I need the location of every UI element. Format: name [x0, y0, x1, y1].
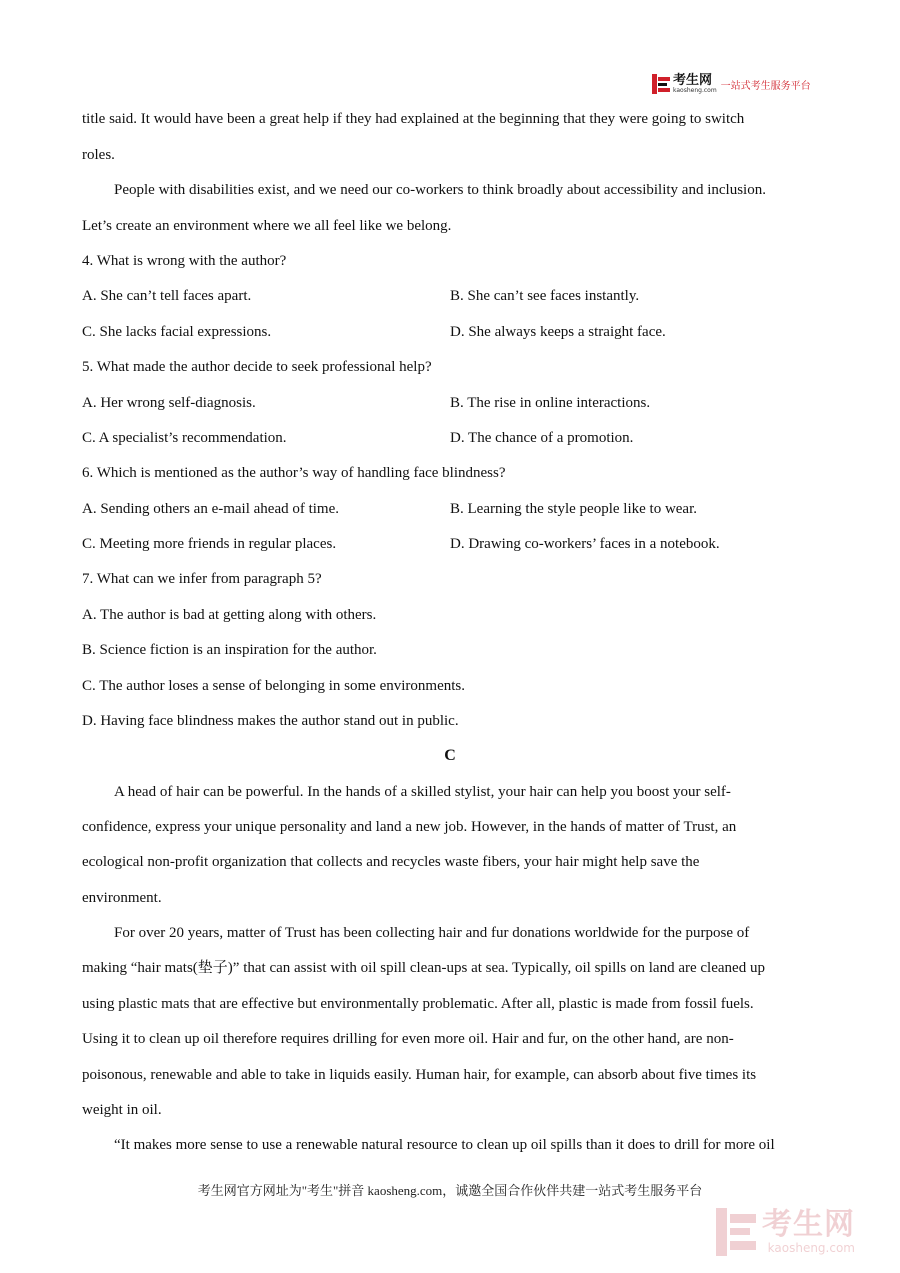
kaosheng-logo-icon [652, 74, 670, 94]
answer-option: A. She can’t tell faces apart. [82, 288, 252, 304]
answer-option: B. The rise in online interactions. [450, 395, 651, 411]
answer-option: C. Meeting more friends in regular places. [82, 536, 337, 552]
text-line: A head of hair can be powerful. In the hands of a skilled stylist, your hair can help you boost your self- [114, 784, 731, 800]
section-title: C [444, 747, 456, 764]
question-stem: 5. What made the author decide to seek professional help? [82, 359, 432, 375]
text-line: title said. It would have been a great help if they had explained at the beginning that they were going to switch [82, 111, 745, 127]
answer-option: D. She always keeps a straight face. [450, 324, 666, 340]
text-line: People with disabilities exist, and we need our co-workers to think broadly about accessibility and inclusion. [114, 182, 766, 198]
answer-option: B. Learning the style people like to wear. [450, 501, 698, 517]
watermark-logo-icon [716, 1208, 756, 1256]
text-line: roles. [82, 147, 115, 163]
answer-option: A. Sending others an e-mail ahead of time. [82, 501, 340, 517]
text-line: ecological non-profit organization that collects and recycles waste fibers, your hair might help save the [82, 854, 700, 870]
watermark-name: 考生网 [762, 1207, 855, 1242]
watermark [716, 1204, 886, 1260]
question-stem: 7. What can we infer from paragraph 5? [82, 571, 322, 587]
answer-option: D. Drawing co-workers’ faces in a notebook. [450, 536, 720, 552]
text-line: weight in oil. [82, 1102, 162, 1118]
answer-option: D. The chance of a promotion. [450, 430, 634, 446]
answer-option: D. Having face blindness makes the author stand out in public. [82, 713, 459, 729]
answer-option: C. The author loses a sense of belonging in some environments. [82, 678, 465, 694]
answer-option: A. Her wrong self-diagnosis. [82, 395, 256, 411]
text-line: confidence, express your unique personality and land a new job. However, in the hands of matter of Trust, an [82, 819, 737, 835]
logo-name: 考生网 [673, 73, 713, 88]
footer-text: 考生网官方网址为"考生"拼音 kaosheng.com，诚邀全国合作伙伴共建一站式考生服务平台 [197, 1183, 703, 1198]
logo-domain: kaosheng.com [673, 87, 717, 94]
text-line: environment. [82, 890, 162, 906]
question-stem: 4. What is wrong with the author? [82, 253, 287, 269]
answer-option: B. Science fiction is an inspiration for the author. [82, 642, 377, 658]
answer-option: A. The author is bad at getting along with others. [82, 607, 377, 623]
logo-slogan: 一站式考生服务平台 [720, 80, 811, 92]
text-line: “It makes more sense to use a renewable natural resource to clean up oil spills than it does to drill for more oil [114, 1137, 775, 1153]
text-line: For over 20 years, matter of Trust has been collecting hair and fur donations worldwide for the purpose of [114, 925, 750, 941]
answer-option: C. A specialist’s recommendation. [82, 430, 287, 446]
text-line: using plastic mats that are effective but environmentally problematic. After all, plastic is made from fossil fuels. [82, 996, 754, 1012]
question-stem: 6. Which is mentioned as the author’s way of handling face blindness? [82, 465, 506, 481]
watermark-domain: kaosheng.com [767, 1241, 855, 1255]
answer-option: B. She can’t see faces instantly. [450, 288, 640, 304]
text-line: Let’s create an environment where we all feel like we belong. [82, 218, 452, 234]
text-line: making “hair mats(垫子)” that can assist with oil spill clean-ups at sea. Typically, oil spills on land are cleaned up [82, 960, 765, 976]
text-line: Using it to clean up oil therefore requires drilling for even more oil. Hair and fur, on the other hand, are non- [82, 1031, 734, 1047]
header-logo [652, 72, 811, 96]
text-line: poisonous, renewable and able to take in liquids easily. Human hair, for example, can absorb about five times its [82, 1067, 757, 1083]
answer-option: C. She lacks facial expressions. [82, 324, 272, 340]
